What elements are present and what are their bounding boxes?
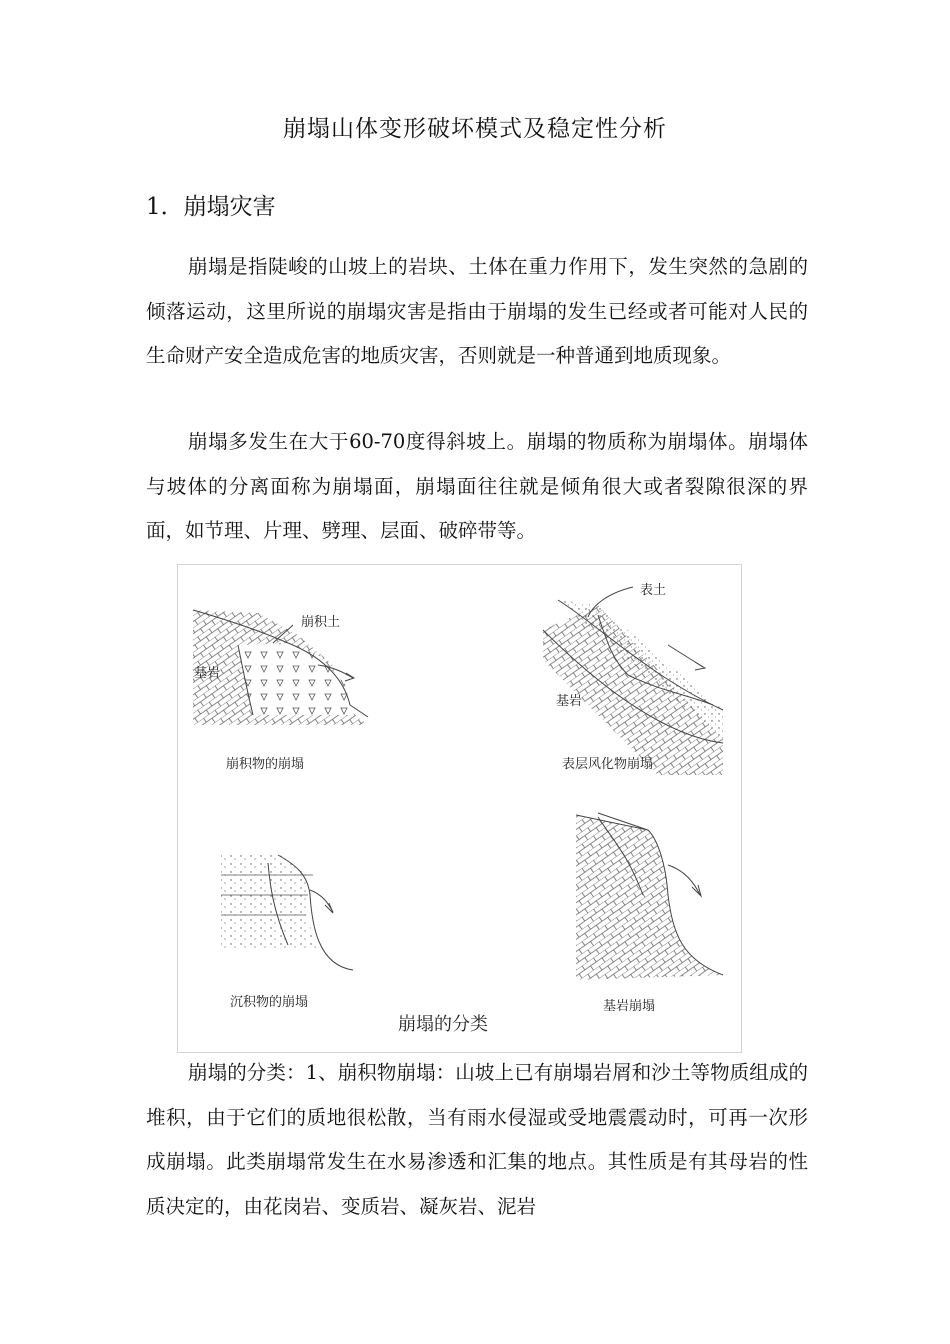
panel-bedrock-caption: 基岩崩塌 (603, 999, 656, 1014)
figure-illustration (178, 565, 741, 1052)
collapse-classification-figure (177, 564, 742, 1053)
panel-colluvium-label-soil: 崩积土 (301, 615, 341, 630)
page-title: 崩塌山体变形破坏模式及稳定性分析 (283, 116, 667, 142)
panel-bedrock-diagram (576, 813, 723, 980)
paragraph-collapse-conditions: 崩塌多发生在大于60-70度得斜坡上。崩塌的物质称为崩塌体。崩塌体与坡体的分离面称为崩塌面，崩塌面往往就是倾角很大或者裂隙很深的界面，如节理、片理、劈理、层面、破碎带等。 (146, 430, 808, 542)
panel-weathering-label-bedrock: 基岩 (556, 694, 583, 709)
panel-colluvium-label-bedrock: 基岩 (194, 666, 221, 681)
figure-caption: 崩塌的分类 (398, 1014, 488, 1035)
panel-weathering-caption: 表层风化物崩塌 (562, 757, 654, 772)
panel-sediment-caption: 沉积物的崩塌 (230, 995, 309, 1010)
paragraph-collapse-classification: 崩塌的分类：1、崩积物崩塌：山坡上已有崩塌岩屑和沙土等物质组成的堆积，由于它们的质地很松散，当有雨水侵湿或受地震震动时，可再一次形成崩塌。此类崩塌常发生在水易渗透和汇集的地点。其性质是有其母岩的性质决定的，由花岗岩、变质岩、凝灰岩、泥岩 (146, 1061, 808, 1218)
panel-weathering-diagram (543, 587, 723, 775)
panel-colluvium-caption: 崩积物的崩塌 (226, 757, 305, 772)
section-heading: 1．崩塌灾害 (146, 194, 276, 220)
paragraph-collapse-definition: 崩塌是指陡峻的山坡上的岩块、土体在重力作用下，发生突然的急剧的倾落运动，这里所说的崩塌灾害是指由于崩塌的发生已经或者可能对人民的生命财产安全造成危害的地质灾害，否则就是一种普通到地质现象。 (146, 255, 808, 367)
panel-weathering-label-topsoil: 表土 (640, 583, 667, 598)
panel-sediment-diagram (221, 855, 353, 970)
